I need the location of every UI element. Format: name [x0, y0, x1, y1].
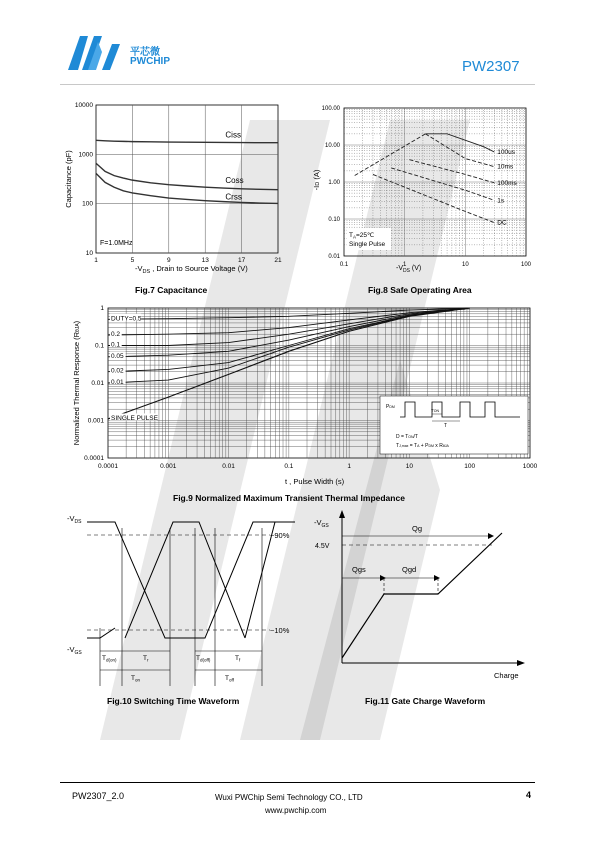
header-rule: [60, 84, 535, 85]
fig8-pulse-note: Single Pulse: [349, 241, 386, 248]
fig8-y-tick: 1.00: [328, 180, 340, 186]
fig9-x-tick: 100: [464, 463, 476, 470]
fig7-series-label: Crss: [225, 192, 242, 202]
fig7-plot-frame: [96, 105, 278, 253]
header: [0, 0, 595, 90]
fig8-series-line: [391, 168, 494, 200]
fig9-y-tick: 1: [100, 305, 104, 312]
fig9-y-tick: 0.0001: [84, 455, 104, 462]
fig10-vgs-label: $-V_{GS}$: [67, 645, 82, 656]
fig9-x-tick: 0.0001: [98, 463, 118, 470]
fig9-x-tick: 1: [347, 463, 351, 470]
fig8-ta-note: $T_A=25℃$: [349, 232, 375, 240]
fig7-y-axis-label: Capacitance (pF): [64, 150, 73, 208]
fig7-y-tick: 10000: [74, 102, 93, 109]
fig10-vgs-trace: [125, 522, 245, 638]
fig8-x-tick: 0.1: [339, 262, 349, 268]
logo-en-text: PWCHIP: [130, 56, 170, 67]
fig11-qgd-label: Qgd: [402, 565, 417, 574]
fig9-series-label: SINGLE PULSE: [111, 414, 158, 422]
fig8-y-tick: 10.00: [324, 143, 340, 149]
fig7-x-tick: 17: [237, 257, 246, 264]
fig8-x-tick: 1: [402, 262, 407, 268]
fig9-y-tick: 0.01: [91, 380, 104, 387]
fig8-x-tick: 100: [520, 262, 532, 268]
fig9-series-label: DUTY=0.5: [111, 315, 142, 323]
fig9-caption: Fig.9 Normalized Maximum Transient Thermal Impedance: [173, 493, 405, 503]
fig9-series-label: 0.01: [111, 379, 124, 386]
fig7-x-tick: 9: [166, 257, 171, 264]
fig9-thermal-chart: [60, 298, 545, 488]
fig8-series-label: 100ms: [497, 179, 517, 187]
fig9-x-axis-label: t , Pulse Width (s): [285, 477, 345, 486]
fig9-x-tick: 10: [405, 463, 414, 470]
footer-company: Wuxi PWChip Semi Technology CO., LTD: [215, 793, 363, 802]
fig9-y-axis-label: Normalized Thermal Response (RθJA): [72, 320, 81, 446]
fig8-series-label: DC: [497, 219, 507, 227]
fig10-vgs-lead: [87, 628, 115, 638]
fig7-x-axis-label: $-V_{DS}$ , Drain to Source Voltage (V): [135, 264, 248, 275]
fig8-series-label: 100us: [497, 148, 515, 156]
fig7-series-coss: [96, 163, 278, 189]
fig8-y-tick: 100.00: [321, 106, 340, 112]
fig9-series-label: 0.2: [111, 331, 121, 339]
fig10-tr-label: $T_r$: [143, 655, 149, 663]
fig7-capacitance-chart: [60, 100, 300, 280]
fig11-45v-label: 4.5V: [315, 543, 330, 550]
fig7-y-tick: 1000: [78, 151, 93, 159]
fig9-x-tick: 0.1: [284, 463, 294, 470]
footer-doc-version: PW2307_2.0: [72, 791, 125, 801]
fig7-series-ciss: [96, 140, 278, 142]
fig9-x-tick: 1000: [522, 463, 538, 470]
fig11-vgs-label: $-V_{GS}$: [314, 518, 329, 529]
fig10-switching-waveform: [65, 508, 330, 688]
fig9-inset-period: T: [444, 423, 448, 429]
fig11-qg-label: Qg: [412, 524, 423, 533]
pwchip-logo-icon: [68, 34, 128, 72]
fig8-soa-chart: [300, 100, 535, 280]
fig7-x-tick: 1: [94, 257, 98, 264]
fig9-series-label: 0.1: [111, 341, 121, 349]
fig11-qgs-label: Qgs: [352, 565, 366, 574]
fig8-series-line: [355, 134, 426, 176]
fig10-vds-label: $-V_{DS}$: [67, 514, 82, 525]
footer-page-number: 4: [526, 790, 532, 800]
fig9-series-label: 0.02: [111, 367, 124, 375]
fig9-inset-duty-eq: D = TON/T: [396, 434, 418, 440]
fig8-series-line: [425, 134, 494, 152]
fig11-caption: Fig.11 Gate Charge Waveform: [365, 696, 486, 706]
fig9-inset-pdm: PDM: [386, 404, 395, 410]
fig10-ton-label: $T_{on}$: [131, 675, 140, 683]
fig9-x-tick: 0.01: [222, 463, 235, 470]
fig11-gate-charge-waveform: [312, 508, 537, 688]
fig9-y-tick: 0.1: [94, 342, 104, 350]
fig8-series-label: 10ms: [497, 163, 514, 171]
fig10-tdoff-label: $T_{d(off)}$: [196, 655, 211, 663]
footer-rule: [60, 782, 535, 783]
fig10-tf-label: $T_f$: [235, 655, 241, 663]
fig9-y-tick: 0.001: [87, 417, 104, 425]
fig8-x-axis-label: $-V_{DS}$ (V): [396, 265, 422, 274]
fig8-y-tick: 0.01: [328, 254, 340, 260]
fig10-toff-label: $T_{off}$: [225, 675, 234, 683]
footer-website[interactable]: www.pwchip.com: [265, 806, 327, 815]
fig8-x-tick: 10: [461, 262, 469, 268]
fig10-tdon-label: $T_{d(on)}$: [102, 655, 117, 663]
fig9-inset-tj-eq: TJ,max = TA + PDM x RθJA: [396, 443, 449, 449]
fig7-frequency-note: F=1.0MHz: [100, 240, 133, 247]
fig9-series-label: 0.05: [111, 352, 124, 360]
fig9-inset-ton: TON: [431, 408, 439, 413]
fig8-y-axis-label: -ID (A): [312, 169, 321, 191]
fig8-series-label: 1s: [497, 197, 505, 205]
fig11-charge-trace: [342, 533, 502, 658]
fig7-series-label: Coss: [225, 176, 244, 186]
fig7-x-tick: 21: [274, 257, 282, 264]
fig7-x-tick: 5: [130, 257, 135, 264]
fig11-charge-label: Charge: [494, 671, 519, 680]
fig7-x-tick: 13: [201, 257, 209, 264]
fig10-10pct-label: ~10%: [270, 626, 290, 635]
fig9-pulse-inset: [380, 396, 528, 454]
fig7-y-tick: 100: [82, 200, 93, 208]
fig10-90pct-label: ~90%: [270, 531, 290, 540]
fig10-caption: Fig.10 Switching Time Waveform: [107, 696, 240, 706]
logo-cn-text: 平芯微: [130, 47, 160, 58]
fig7-y-tick: 10: [85, 250, 93, 257]
fig8-y-tick: 0.10: [328, 217, 340, 223]
fig10-vds-trace: [87, 522, 280, 638]
fig9-x-tick: 0.001: [160, 463, 177, 470]
fig7-caption: Fig.7 Capacitance: [135, 285, 208, 295]
fig8-caption: Fig.8 Safe Operating Area: [368, 285, 472, 295]
fig7-series-label: Ciss: [225, 130, 241, 140]
part-number: PW2307: [462, 58, 520, 75]
